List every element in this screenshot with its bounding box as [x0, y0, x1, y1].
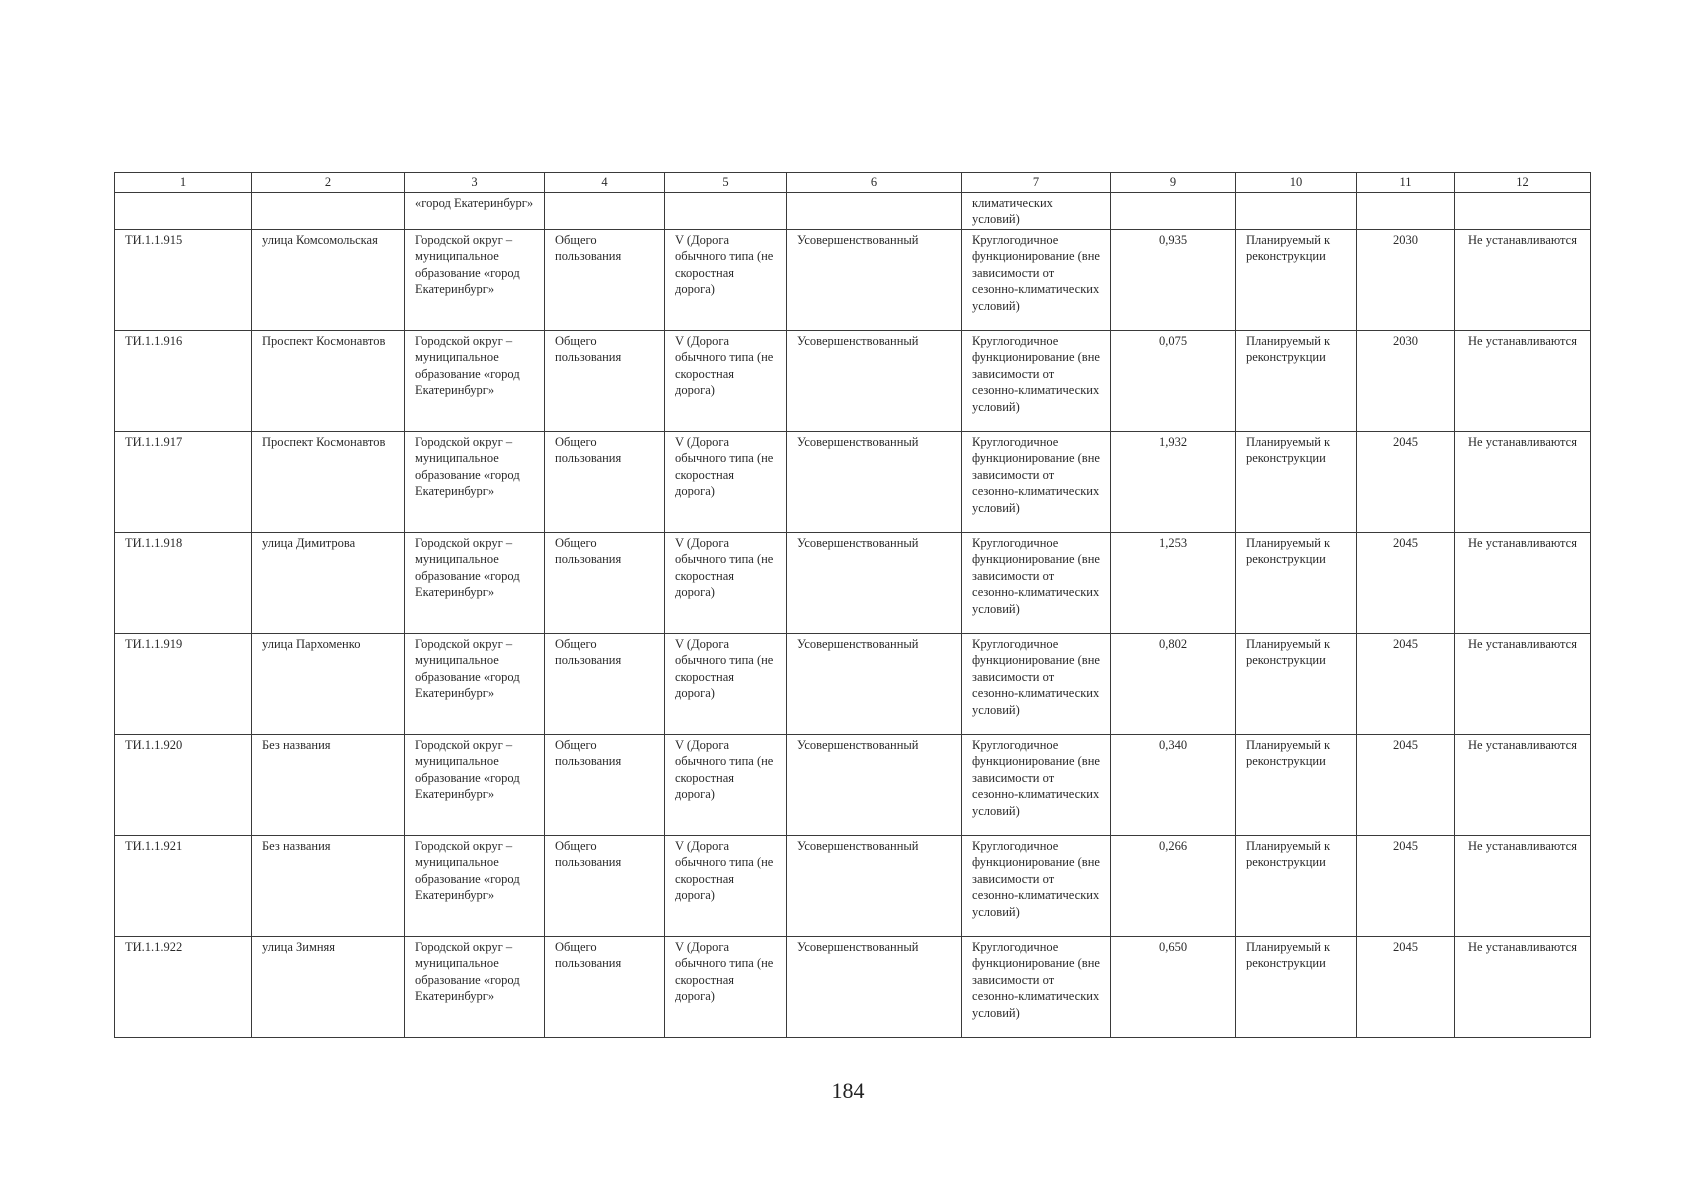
street-name-cell: Без названия	[252, 734, 405, 835]
object-id-cell: ТИ.1.1.916	[115, 330, 252, 431]
table-row	[115, 431, 1591, 532]
surface-type-cell: Усовершенствованный	[787, 229, 962, 330]
surface-type-cell: Усовершенствованный	[787, 734, 962, 835]
street-name-cell: улица Зимняя	[252, 936, 405, 1037]
surface-type-cell: Усовершенствованный	[787, 633, 962, 734]
road-class-cell: V (Дорога обычного типа (не скоростная дорога)	[665, 431, 787, 532]
object-id-cell: ТИ.1.1.921	[115, 835, 252, 936]
column-header: 9	[1111, 173, 1236, 193]
object-id-cell: ТИ.1.1.920	[115, 734, 252, 835]
table-cell	[787, 192, 962, 229]
street-name-cell: Без названия	[252, 835, 405, 936]
operation-mode-cell: Круглогодичное функционирование (вне зависимости от сезонно-климатических условий)	[962, 229, 1111, 330]
usage-cell: Общего пользования	[545, 431, 665, 532]
municipality-cell: Городской округ – муниципальное образование «город Екатеринбург»	[405, 532, 545, 633]
usage-cell: Общего пользования	[545, 229, 665, 330]
length-cell: 0,935	[1111, 229, 1236, 330]
infrastructure-table	[114, 172, 1591, 1038]
surface-type-cell: Усовершенствованный	[787, 431, 962, 532]
usage-cell: Общего пользования	[545, 734, 665, 835]
object-id-cell: ТИ.1.1.917	[115, 431, 252, 532]
page-number: 184	[831, 1078, 865, 1103]
continuation-row	[115, 192, 1591, 229]
table-cell	[252, 192, 405, 229]
surface-type-cell: Усовершенствованный	[787, 532, 962, 633]
length-cell: 1,253	[1111, 532, 1236, 633]
status-cell: Планируемый к реконструкции	[1236, 330, 1357, 431]
usage-cell: Общего пользования	[545, 835, 665, 936]
object-id-cell: ТИ.1.1.918	[115, 532, 252, 633]
column-header: 2	[252, 173, 405, 193]
year-cell: 2045	[1357, 835, 1455, 936]
table-cell	[545, 192, 665, 229]
table-row	[115, 532, 1591, 633]
road-class-cell: V (Дорога обычного типа (не скоростная дорога)	[665, 229, 787, 330]
table-cell	[1455, 192, 1591, 229]
column-header: 1	[115, 173, 252, 193]
table-cell	[115, 192, 252, 229]
usage-cell: Общего пользования	[545, 936, 665, 1037]
table-row	[115, 734, 1591, 835]
municipality-cell: Городской округ – муниципальное образование «город Екатеринбург»	[405, 734, 545, 835]
table-row	[115, 835, 1591, 936]
municipality-cell: Городской округ – муниципальное образование «город Екатеринбург»	[405, 330, 545, 431]
road-class-cell: V (Дорога обычного типа (не скоростная дорога)	[665, 532, 787, 633]
zone-cell: Не устанавливаются	[1455, 633, 1591, 734]
column-header: 12	[1455, 173, 1591, 193]
header-row	[115, 173, 1591, 193]
table-cell	[1236, 192, 1357, 229]
length-cell: 0,802	[1111, 633, 1236, 734]
table-cell: «город Екатеринбург»	[405, 192, 545, 229]
operation-mode-cell: Круглогодичное функционирование (вне зависимости от сезонно-климатических условий)	[962, 330, 1111, 431]
column-header: 5	[665, 173, 787, 193]
surface-type-cell: Усовершенствованный	[787, 835, 962, 936]
status-cell: Планируемый к реконструкции	[1236, 229, 1357, 330]
operation-mode-cell: Круглогодичное функционирование (вне зависимости от сезонно-климатических условий)	[962, 734, 1111, 835]
length-cell: 0,650	[1111, 936, 1236, 1037]
street-name-cell: улица Пархоменко	[252, 633, 405, 734]
year-cell: 2045	[1357, 431, 1455, 532]
object-id-cell: ТИ.1.1.919	[115, 633, 252, 734]
year-cell: 2045	[1357, 633, 1455, 734]
municipality-cell: Городской округ – муниципальное образование «город Екатеринбург»	[405, 229, 545, 330]
table-row	[115, 330, 1591, 431]
length-cell: 0,266	[1111, 835, 1236, 936]
table-row	[115, 229, 1591, 330]
table-cell	[1357, 192, 1455, 229]
year-cell: 2045	[1357, 936, 1455, 1037]
zone-cell: Не устанавливаются	[1455, 734, 1591, 835]
street-name-cell: Проспект Космонавтов	[252, 330, 405, 431]
year-cell: 2030	[1357, 330, 1455, 431]
surface-type-cell: Усовершенствованный	[787, 330, 962, 431]
street-name-cell: улица Димитрова	[252, 532, 405, 633]
zone-cell: Не устанавливаются	[1455, 835, 1591, 936]
table-row	[115, 936, 1591, 1037]
operation-mode-cell: Круглогодичное функционирование (вне зависимости от сезонно-климатических условий)	[962, 835, 1111, 936]
length-cell: 1,932	[1111, 431, 1236, 532]
road-class-cell: V (Дорога обычного типа (не скоростная дорога)	[665, 936, 787, 1037]
usage-cell: Общего пользования	[545, 532, 665, 633]
operation-mode-cell: Круглогодичное функционирование (вне зависимости от сезонно-климатических условий)	[962, 532, 1111, 633]
road-class-cell: V (Дорога обычного типа (не скоростная дорога)	[665, 330, 787, 431]
status-cell: Планируемый к реконструкции	[1236, 633, 1357, 734]
zone-cell: Не устанавливаются	[1455, 330, 1591, 431]
road-class-cell: V (Дорога обычного типа (не скоростная дорога)	[665, 835, 787, 936]
table-cell	[1111, 192, 1236, 229]
road-class-cell: V (Дорога обычного типа (не скоростная дорога)	[665, 633, 787, 734]
zone-cell: Не устанавливаются	[1455, 936, 1591, 1037]
municipality-cell: Городской округ – муниципальное образование «город Екатеринбург»	[405, 431, 545, 532]
street-name-cell: Проспект Космонавтов	[252, 431, 405, 532]
length-cell: 0,340	[1111, 734, 1236, 835]
status-cell: Планируемый к реконструкции	[1236, 734, 1357, 835]
column-header: 11	[1357, 173, 1455, 193]
table-cell: климатических условий)	[962, 192, 1111, 229]
surface-type-cell: Усовершенствованный	[787, 936, 962, 1037]
zone-cell: Не устанавливаются	[1455, 229, 1591, 330]
status-cell: Планируемый к реконструкции	[1236, 532, 1357, 633]
status-cell: Планируемый к реконструкции	[1236, 431, 1357, 532]
column-header: 3	[405, 173, 545, 193]
zone-cell: Не устанавливаются	[1455, 431, 1591, 532]
table-row	[115, 633, 1591, 734]
operation-mode-cell: Круглогодичное функционирование (вне зависимости от сезонно-климатических условий)	[962, 431, 1111, 532]
municipality-cell: Городской округ – муниципальное образование «город Екатеринбург»	[405, 936, 545, 1037]
usage-cell: Общего пользования	[545, 330, 665, 431]
status-cell: Планируемый к реконструкции	[1236, 835, 1357, 936]
column-header: 6	[787, 173, 962, 193]
operation-mode-cell: Круглогодичное функционирование (вне зависимости от сезонно-климатических условий)	[962, 936, 1111, 1037]
zone-cell: Не устанавливаются	[1455, 532, 1591, 633]
object-id-cell: ТИ.1.1.922	[115, 936, 252, 1037]
column-header: 7	[962, 173, 1111, 193]
municipality-cell: Городской округ – муниципальное образование «город Екатеринбург»	[405, 633, 545, 734]
column-header: 4	[545, 173, 665, 193]
usage-cell: Общего пользования	[545, 633, 665, 734]
object-id-cell: ТИ.1.1.915	[115, 229, 252, 330]
year-cell: 2045	[1357, 734, 1455, 835]
operation-mode-cell: Круглогодичное функционирование (вне зависимости от сезонно-климатических условий)	[962, 633, 1111, 734]
column-header: 10	[1236, 173, 1357, 193]
table-cell	[665, 192, 787, 229]
status-cell: Планируемый к реконструкции	[1236, 936, 1357, 1037]
road-class-cell: V (Дорога обычного типа (не скоростная дорога)	[665, 734, 787, 835]
length-cell: 0,075	[1111, 330, 1236, 431]
municipality-cell: Городской округ – муниципальное образование «город Екатеринбург»	[405, 835, 545, 936]
year-cell: 2030	[1357, 229, 1455, 330]
street-name-cell: улица Комсомольская	[252, 229, 405, 330]
year-cell: 2045	[1357, 532, 1455, 633]
